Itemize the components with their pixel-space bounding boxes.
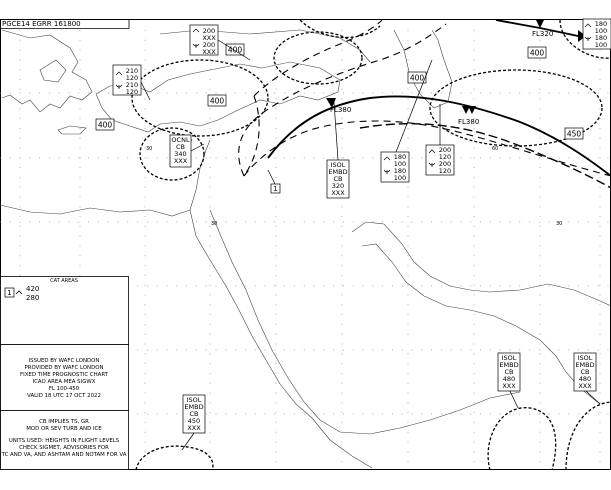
- svg-text:ISSUED BY WAFC LONDON: ISSUED BY WAFC LONDON: [28, 358, 100, 364]
- jet-label-fl320: FL320: [532, 30, 554, 38]
- svg-text:480: 480: [502, 375, 516, 383]
- svg-text:XXX: XXX: [173, 157, 188, 165]
- jet-label-fl380-east: FL380: [458, 118, 480, 126]
- svg-text:200: 200: [438, 146, 452, 154]
- svg-text:200: 200: [202, 27, 216, 35]
- svg-text:200: 200: [202, 41, 216, 49]
- svg-text:ISOL: ISOL: [577, 354, 593, 362]
- svg-text:210: 210: [125, 67, 139, 75]
- svg-text:ICAO AREA MEA SIGWX: ICAO AREA MEA SIGWX: [32, 379, 96, 385]
- grid-label-30-west: 30: [211, 221, 218, 227]
- tropopause-label: 400: [409, 73, 425, 83]
- svg-text:100: 100: [594, 27, 608, 35]
- svg-text:120: 120: [438, 167, 452, 175]
- svg-text:120: 120: [125, 74, 139, 82]
- svg-text:180: 180: [393, 153, 407, 161]
- svg-text:XXX: XXX: [187, 424, 201, 432]
- svg-text:ISOL: ISOL: [186, 396, 202, 404]
- svg-text:XXX: XXX: [331, 189, 345, 197]
- svg-text:TC AND VA, AND ASHTAM AND NOTA: TC AND VA, AND ASHTAM AND NOTAM FOR VA: [1, 452, 127, 458]
- svg-text:CB: CB: [580, 368, 590, 376]
- cat-areas-title: CAT AREAS: [50, 278, 78, 284]
- svg-text:320: 320: [331, 182, 345, 190]
- svg-text:EMBD: EMBD: [328, 168, 348, 176]
- svg-text:FL 100-450: FL 100-450: [48, 386, 80, 392]
- jet-label-fl380-west: FL380: [330, 106, 352, 114]
- svg-text:180: 180: [594, 20, 608, 28]
- svg-text:EMBD: EMBD: [499, 361, 519, 369]
- svg-text:340: 340: [174, 150, 187, 158]
- svg-text:100: 100: [594, 41, 608, 49]
- wind-barb-3: [468, 106, 476, 114]
- svg-text:CB: CB: [333, 175, 343, 183]
- svg-text:180: 180: [594, 34, 608, 42]
- grid-label-30-med: 30: [146, 146, 153, 152]
- cat-area-boundary: [239, 24, 446, 176]
- svg-text:CB: CB: [176, 143, 185, 151]
- legend-panel: [1, 277, 129, 470]
- svg-text:EMBD: EMBD: [575, 361, 595, 369]
- svg-text:XXX: XXX: [502, 382, 516, 390]
- svg-text:MOD OR SEV TURB AND ICE: MOD OR SEV TURB AND ICE: [26, 426, 102, 432]
- svg-text:ISOL: ISOL: [330, 161, 346, 169]
- cb-area-south: [136, 446, 213, 470]
- cat-areas-base: 280: [26, 294, 40, 302]
- cat-area-marker: 1: [273, 185, 278, 193]
- cat-areas-panel: [1, 277, 129, 345]
- tropopause-label: 400: [209, 96, 225, 106]
- tropopause-label: 400: [529, 48, 545, 58]
- tropopause-label: 450: [566, 129, 582, 139]
- svg-text:ISOL: ISOL: [501, 354, 517, 362]
- cb-area-north-top: [300, 20, 380, 37]
- svg-text:XXX: XXX: [202, 34, 216, 42]
- tropopause-label: 400: [227, 45, 243, 55]
- cb-area-arabian-sea: [488, 408, 556, 470]
- chart-header-title: PGCE14 EGRR 161800: [2, 20, 81, 28]
- svg-text:PROVIDED BY WAFC LONDON: PROVIDED BY WAFC LONDON: [24, 365, 104, 371]
- svg-text:200: 200: [438, 160, 452, 168]
- svg-text:EMBD: EMBD: [184, 403, 204, 411]
- svg-text:XXX: XXX: [202, 48, 216, 56]
- tropopause-levels: [96, 44, 583, 139]
- svg-text:100: 100: [393, 160, 407, 168]
- grid-label-60: 60: [492, 146, 499, 152]
- svg-text:450: 450: [187, 417, 201, 425]
- svg-text:OCNL: OCNL: [171, 136, 190, 144]
- tropopause-label: 400: [97, 120, 113, 130]
- svg-text:XXX: XXX: [578, 382, 592, 390]
- svg-text:180: 180: [393, 167, 407, 175]
- svg-text:CHECK SIGMET, ADVISORIES FOR: CHECK SIGMET, ADVISORIES FOR: [19, 445, 109, 451]
- svg-text:120: 120: [438, 153, 452, 161]
- svg-text:480: 480: [578, 375, 592, 383]
- svg-text:CB: CB: [504, 368, 514, 376]
- svg-text:FIXED TIME PROGNOSTIC CHART: FIXED TIME PROGNOSTIC CHART: [20, 372, 108, 378]
- cb-area-arabian-sea-east: [566, 402, 611, 470]
- svg-text:UNITS USED: HEIGHTS IN FLIGHT: UNITS USED: HEIGHTS IN FLIGHT LEVELS: [8, 438, 120, 444]
- svg-text:CB: CB: [189, 410, 199, 418]
- cat-areas-number: 1: [7, 289, 12, 297]
- svg-text:210: 210: [125, 81, 139, 89]
- svg-text:120: 120: [125, 88, 139, 96]
- cat-areas-top: 420: [26, 285, 40, 293]
- svg-text:VALID 18 UTC 17 OCT 2022: VALID 18 UTC 17 OCT 2022: [27, 393, 101, 399]
- svg-text:100: 100: [393, 174, 407, 182]
- grid-label-30-east: 30: [556, 221, 563, 227]
- svg-text:CB IMPLIES TS, GR: CB IMPLIES TS, GR: [39, 419, 89, 425]
- cb-area-turkey: [132, 60, 268, 136]
